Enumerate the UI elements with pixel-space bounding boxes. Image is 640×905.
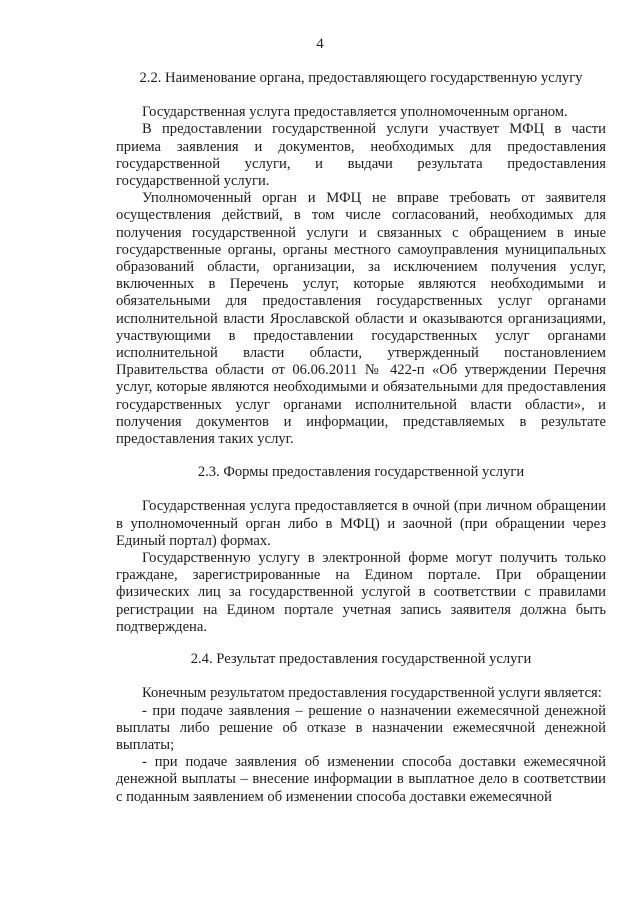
paragraph: Уполномоченный орган и МФЦ не вправе требовать от заявителя осуществления действий, в том числе согласований, необходимых для получения государственной услуги и связанных с обращением в иные государственные органы, органы местного самоуправления муниципальных образований области, организации, за исключением получения услуг, включенных в Перечень услуг, которые являются необходимыми и обязательными для предоставления государственных услуг органами исполнительной власти Ярославской области и оказываются организациями, участвующими в предоставлении государственных услуг органами исполнительной власти области, утвержденный постановлением Правительства области от 06.06.2011 № 422-п «Об утверждении Перечня услуг, которые являются необходимыми и обязательными для предоставления государственных услуг органами исполнительной власти области», и получения документов и информации, представляемых в результате предоставления таких услуг. (116, 190, 606, 448)
paragraph: Государственную услугу в электронной форме могут получить только граждане, зарегистрированные на Едином портале. При обращении физических лиц за государственной услугой в соответствии с правилами регистрации на Едином портале учетная запись заявителя должна быть подтверждена. (116, 550, 606, 635)
document-body (116, 66, 606, 806)
list-item: - при подаче заявления об изменении способа доставки ежемесячной денежной выплаты – внесение информации в выплатное дело в соответствии с поданным заявлением об изменении способа доставки ежемесячной (116, 754, 606, 805)
section-heading-2-3: 2.3. Формы предоставления государственной услуги (197, 464, 525, 481)
list-item: - при подаче заявления – решение о назначении ежемесячной денежной выплаты либо решение об отказе в назначении ежемесячной денежной выплаты; (116, 702, 606, 753)
paragraph: Государственная услуга предоставляется уполномоченным органом. (142, 104, 568, 121)
paragraph: Конечным результатом предоставления государственной услуги является: (142, 685, 602, 702)
paragraph: В предоставлении государственной услуги участвует МФЦ в части приема заявления и документов, необходимых для предоставления государственной услуги, и выдачи результата предоставления государственной услуги. (116, 121, 606, 190)
paragraph: Государственная услуга предоставляется в очной (при личном обращении в уполномоченный орган либо в МФЦ) и заочной (при обращении через Единый портал) формах. (116, 498, 606, 549)
page-number: 4 (316, 36, 324, 52)
section-heading-2-4: 2.4. Результат предоставления государственной услуги (190, 651, 532, 668)
section-heading-2-2: 2.2. Наименование органа, предоставляющего государственную услугу (139, 70, 583, 86)
